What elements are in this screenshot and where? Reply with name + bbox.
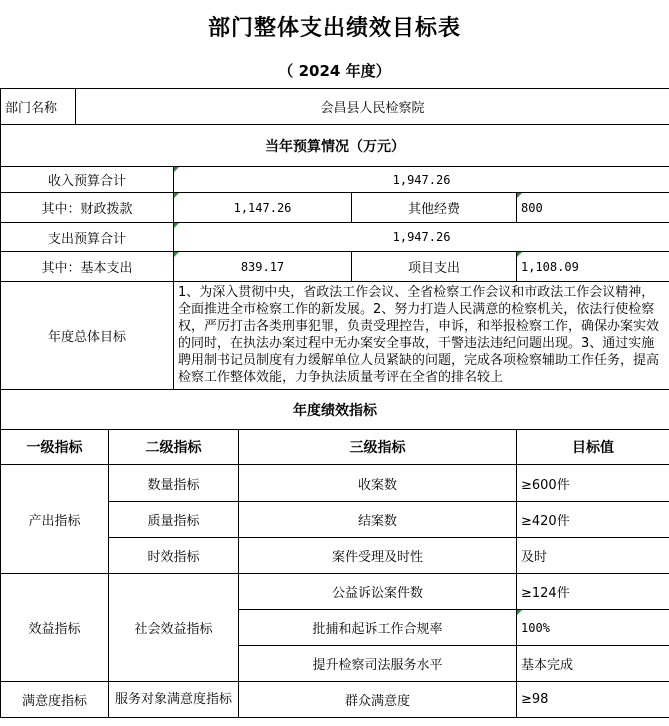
basic-row bbox=[1, 252, 669, 282]
project-label: 项目支出 bbox=[352, 252, 517, 282]
header-target: 目标值 bbox=[517, 430, 669, 465]
header-row bbox=[1, 430, 669, 465]
table-row bbox=[1, 682, 669, 718]
goal-text: 1、为深入贯彻中央，省政法工作会议、全省检察工作会议和市政法工作会议精神，全面推进全市检察工作的新发展。2、努力打造人民满意的检察机关，依法行使检察权，严厉打击各类刑事犯罪，负责受理控告，申诉，和举报检察工作，确保办案实效的同时，在执法办案过程中无办案安全事故，干警违法违纪问题出现。3、通过实施聘用制书记员制度有力缓解单位人员紧缺的问题，完成各项检察辅助工作任务，提高检察工作整体效能，力争执法质量考评在全省的排名较上 bbox=[178, 285, 660, 385]
income-total-label: 收入预算合计 bbox=[1, 167, 174, 193]
level3-cell: 结案数 bbox=[239, 502, 517, 538]
goal-row bbox=[1, 282, 669, 390]
goal-cell bbox=[174, 282, 669, 390]
table-row bbox=[1, 574, 669, 610]
other-label: 其他经费 bbox=[352, 193, 517, 223]
basic-value: 839.17 bbox=[174, 252, 352, 282]
dept-row bbox=[1, 89, 669, 125]
target-cell: 基本完成 bbox=[517, 646, 669, 682]
target-cell: ≥420件 bbox=[517, 502, 669, 538]
target-cell: ≥600件 bbox=[517, 465, 669, 502]
dept-label: 部门名称 bbox=[1, 89, 76, 125]
goal-label: 年度总体目标 bbox=[1, 282, 174, 390]
level3-cell: 案件受理及时性 bbox=[239, 538, 517, 574]
level3-cell: 群众满意度 bbox=[239, 682, 517, 718]
fiscal-label: 其中：财政拨款 bbox=[1, 193, 174, 223]
level2-cell: 数量指标 bbox=[109, 465, 239, 502]
table-row bbox=[1, 465, 669, 502]
target-cell: 100% bbox=[517, 610, 669, 646]
target-cell: ≥98 bbox=[517, 682, 669, 718]
level2-cell: 质量指标 bbox=[109, 502, 239, 538]
level2-social-benefit: 社会效益指标 bbox=[109, 574, 239, 682]
level3-cell: 提升检察司法服务水平 bbox=[239, 646, 517, 682]
level3-cell: 收案数 bbox=[239, 465, 517, 502]
level3-cell: 批捕和起诉工作合规率 bbox=[239, 610, 517, 646]
expense-total-label: 支出预算合计 bbox=[1, 223, 174, 252]
budget-section-row bbox=[1, 125, 669, 167]
budget-section-title: 当年预算情况（万元） bbox=[1, 125, 669, 167]
fiscal-value: 1,147.26 bbox=[174, 193, 352, 223]
expense-total-row bbox=[1, 223, 669, 252]
income-total-row bbox=[1, 167, 669, 193]
level2-satisfaction: 服务对象满意度指标 bbox=[109, 682, 239, 718]
income-total-value: 1,947.26 bbox=[174, 167, 669, 193]
target-cell: 及时 bbox=[517, 538, 669, 574]
basic-label: 其中：基本支出 bbox=[1, 252, 174, 282]
level2-cell: 时效指标 bbox=[109, 538, 239, 574]
page-title: 部门整体支出绩效目标表 bbox=[207, 15, 461, 41]
level1-satisfaction: 满意度指标 bbox=[1, 682, 109, 718]
header-level2: 二级指标 bbox=[109, 430, 239, 465]
dept-name: 会昌县人民检察院 bbox=[76, 89, 669, 125]
perf-section-row bbox=[1, 390, 669, 430]
other-value: 800 bbox=[517, 193, 669, 223]
level1-output: 产出指标 bbox=[1, 465, 109, 574]
perf-section-title: 年度绩效指标 bbox=[1, 390, 669, 430]
project-value: 1,108.09 bbox=[517, 252, 669, 282]
level1-benefit: 效益指标 bbox=[1, 574, 109, 682]
header-level3: 三级指标 bbox=[239, 430, 517, 465]
fiscal-year: （ 2024 年度） bbox=[278, 61, 391, 80]
performance-table bbox=[0, 88, 669, 718]
target-cell: ≥124件 bbox=[517, 574, 669, 610]
header-level1: 一级指标 bbox=[1, 430, 109, 465]
level3-cell: 公益诉讼案件数 bbox=[239, 574, 517, 610]
expense-total-value: 1,947.26 bbox=[174, 223, 669, 252]
fiscal-row bbox=[1, 193, 669, 223]
